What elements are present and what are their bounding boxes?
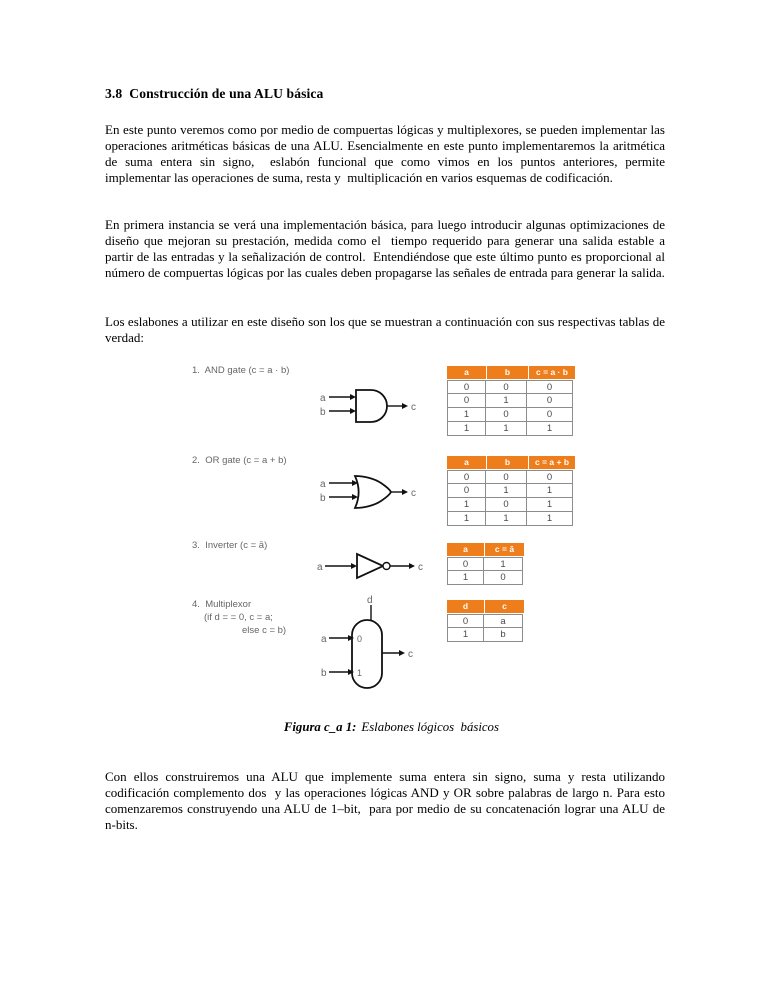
figure-caption [105, 705, 665, 750]
figure-caption-label: Figura c_a 1: [283, 720, 357, 734]
and-input-a-label: a [320, 393, 326, 404]
truth-table-cell: 1 [447, 571, 484, 585]
truth-table-header-row [447, 456, 575, 469]
paragraph-eslabones-lead: Los eslabones a utilizar en este diseño son los que se muestran a continuación con sus respectivas tablas de verdad: [105, 314, 669, 345]
paragraph-intro: En este punto veremos como por medio de compuertas lógicas y multiplexores, se pueden implementar las operaciones aritméticas básicas de una ALU. Esencialmente en este punto implementaremos la aritmética de suma entera sin signo, eslabón funcional que como vimos en los puntos anteriores, permite implementar las operaciones de suma, resta y multiplicación en varios esquemas de codificación. [105, 122, 669, 185]
truth-table-body [447, 614, 524, 642]
truth-table-header-row [447, 366, 575, 379]
truth-table-cell: 1 [527, 512, 573, 526]
or-input-a-label: a [320, 479, 326, 490]
or-output-arrowhead [402, 489, 408, 495]
inverter-output-c-label: c [418, 562, 423, 573]
truth-table-cell: 0 [447, 394, 486, 408]
truth-table-header-cell: a [447, 366, 486, 379]
mux-input-a-label: a [321, 634, 327, 645]
truth-table-header-cell: c = a + b [529, 456, 575, 469]
truth-table-row [447, 557, 524, 571]
inverter-output-arrowhead [409, 563, 415, 569]
truth-table-inverter [447, 543, 524, 585]
truth-table-header-cell: b [487, 456, 528, 469]
truth-table-header-cell: b [487, 366, 528, 379]
inverter-bubble [383, 563, 390, 570]
truth-table-body [447, 557, 524, 585]
truth-table-cell: 1 [447, 498, 486, 512]
inverter-icon [305, 548, 430, 584]
truth-table-row [447, 408, 575, 422]
truth-table-multiplexor [447, 600, 524, 642]
figure-item-label-inverter: 3. Inverter (c = ā) [192, 540, 268, 551]
truth-table-header-cell: d [447, 600, 484, 613]
truth-table-row [447, 422, 575, 436]
section-title: 3.8 Construcción de una ALU básica [105, 86, 324, 101]
or-output-c-label: c [411, 488, 416, 499]
truth-table-body [447, 470, 575, 526]
truth-table-and [447, 366, 575, 436]
truth-table-row [447, 470, 575, 484]
truth-table-row [447, 628, 524, 642]
and-gate-body [356, 390, 387, 422]
multiplexor-icon [305, 592, 435, 697]
truth-table-row [447, 380, 575, 394]
inverter-body [357, 554, 383, 578]
truth-table-cell: 0 [447, 470, 486, 484]
figure-item-label-or: 2. OR gate (c = a + b) [192, 455, 287, 466]
inverter-input-a-label: a [317, 562, 323, 573]
truth-table-cell: 1 [447, 628, 484, 642]
figure-item-label-multiplexor-line3: else c = b) [242, 625, 287, 636]
mux-output-c-label: c [408, 649, 413, 660]
truth-table-cell: 0 [486, 380, 527, 394]
figure-item-label-multiplexor-line2: (if d = = 0, c = a; [204, 612, 273, 623]
truth-table-cell: 0 [486, 470, 527, 484]
or-gate-icon [305, 471, 420, 513]
truth-table-cell: 1 [527, 422, 573, 436]
mux-select-d-label: d [367, 595, 373, 606]
truth-table-cell: 1 [486, 484, 527, 498]
truth-table-header-row [447, 543, 524, 556]
mux-output-arrowhead [399, 650, 405, 656]
truth-table-cell: 0 [527, 380, 573, 394]
truth-table-cell: 1 [527, 498, 573, 512]
and-input-b-label: b [320, 407, 326, 418]
truth-table-cell: 0 [447, 557, 484, 571]
and-gate-icon [305, 385, 420, 427]
truth-table-row [447, 614, 524, 628]
truth-table-header-cell: a [447, 456, 486, 469]
truth-table-cell: 0 [486, 498, 527, 512]
truth-table-header-cell: c = a · b [529, 366, 575, 379]
truth-table-row [447, 498, 575, 512]
figure-item-label-and: 1. AND gate (c = a · b) [192, 365, 290, 376]
truth-table-row [447, 394, 575, 408]
truth-table-cell: 1 [447, 512, 486, 526]
truth-table-row [447, 571, 524, 585]
mux-input-b-label: b [321, 668, 327, 679]
truth-table-header-cell: c = ā [485, 543, 524, 556]
truth-table-header-cell: c [485, 600, 524, 613]
truth-table-cell: b [484, 628, 523, 642]
figure-caption-text: Eslabones lógicos básicos [361, 720, 499, 734]
truth-table-cell: 1 [447, 408, 486, 422]
paragraph-conclusion: Con ellos construiremos una ALU que implemente suma entera sin signo, suma y resta utilizando codificación complemento dos y las operaciones lógicas AND y OR sobre palabras de largo n. Para esto comenzaremos construyendo una ALU de 1–bit, para por medio de su concatenación lograr una ALU de n-bits. [105, 769, 672, 832]
truth-table-cell: 0 [527, 408, 573, 422]
truth-table-cell: 0 [527, 394, 573, 408]
truth-table-header-cell: a [447, 543, 484, 556]
truth-table-cell: a [484, 614, 523, 628]
truth-table-cell: 0 [527, 470, 573, 484]
truth-table-body [447, 380, 575, 436]
mux-port-0-label: 0 [357, 634, 363, 644]
truth-table-cell: 0 [484, 571, 523, 585]
and-output-c-label: c [411, 402, 416, 413]
truth-table-row [447, 484, 575, 498]
truth-table-or [447, 456, 575, 526]
truth-table-cell: 1 [527, 484, 573, 498]
truth-table-cell: 0 [447, 484, 486, 498]
truth-table-cell: 0 [486, 408, 527, 422]
mux-port-1-label: 1 [357, 668, 363, 678]
or-input-b-label: b [320, 493, 326, 504]
truth-table-cell: 1 [447, 422, 486, 436]
figure-item-label-multiplexor: 4. Multiplexor [192, 599, 252, 610]
or-gate-body [355, 476, 391, 508]
truth-table-cell: 0 [447, 380, 486, 394]
truth-table-cell: 1 [486, 394, 527, 408]
truth-table-cell: 0 [447, 614, 484, 628]
truth-table-row [447, 512, 575, 526]
paragraph-implementation: En primera instancia se verá una implementación básica, para luego introducir algunas optimizaciones de diseño que mejoran su prestación, medida como el tiempo requerido para generar una salida estable a partir de las entradas y la señalización de control. Entendiéndose que este último punto es proporcional al número de compuertas lógicas por las cuales deben propagarse las señales de entrada para generar la salida. [105, 217, 669, 280]
truth-table-cell: 1 [484, 557, 523, 571]
and-output-arrowhead [402, 403, 408, 409]
truth-table-header-row [447, 600, 524, 613]
truth-table-cell: 1 [486, 512, 527, 526]
truth-table-cell: 1 [486, 422, 527, 436]
